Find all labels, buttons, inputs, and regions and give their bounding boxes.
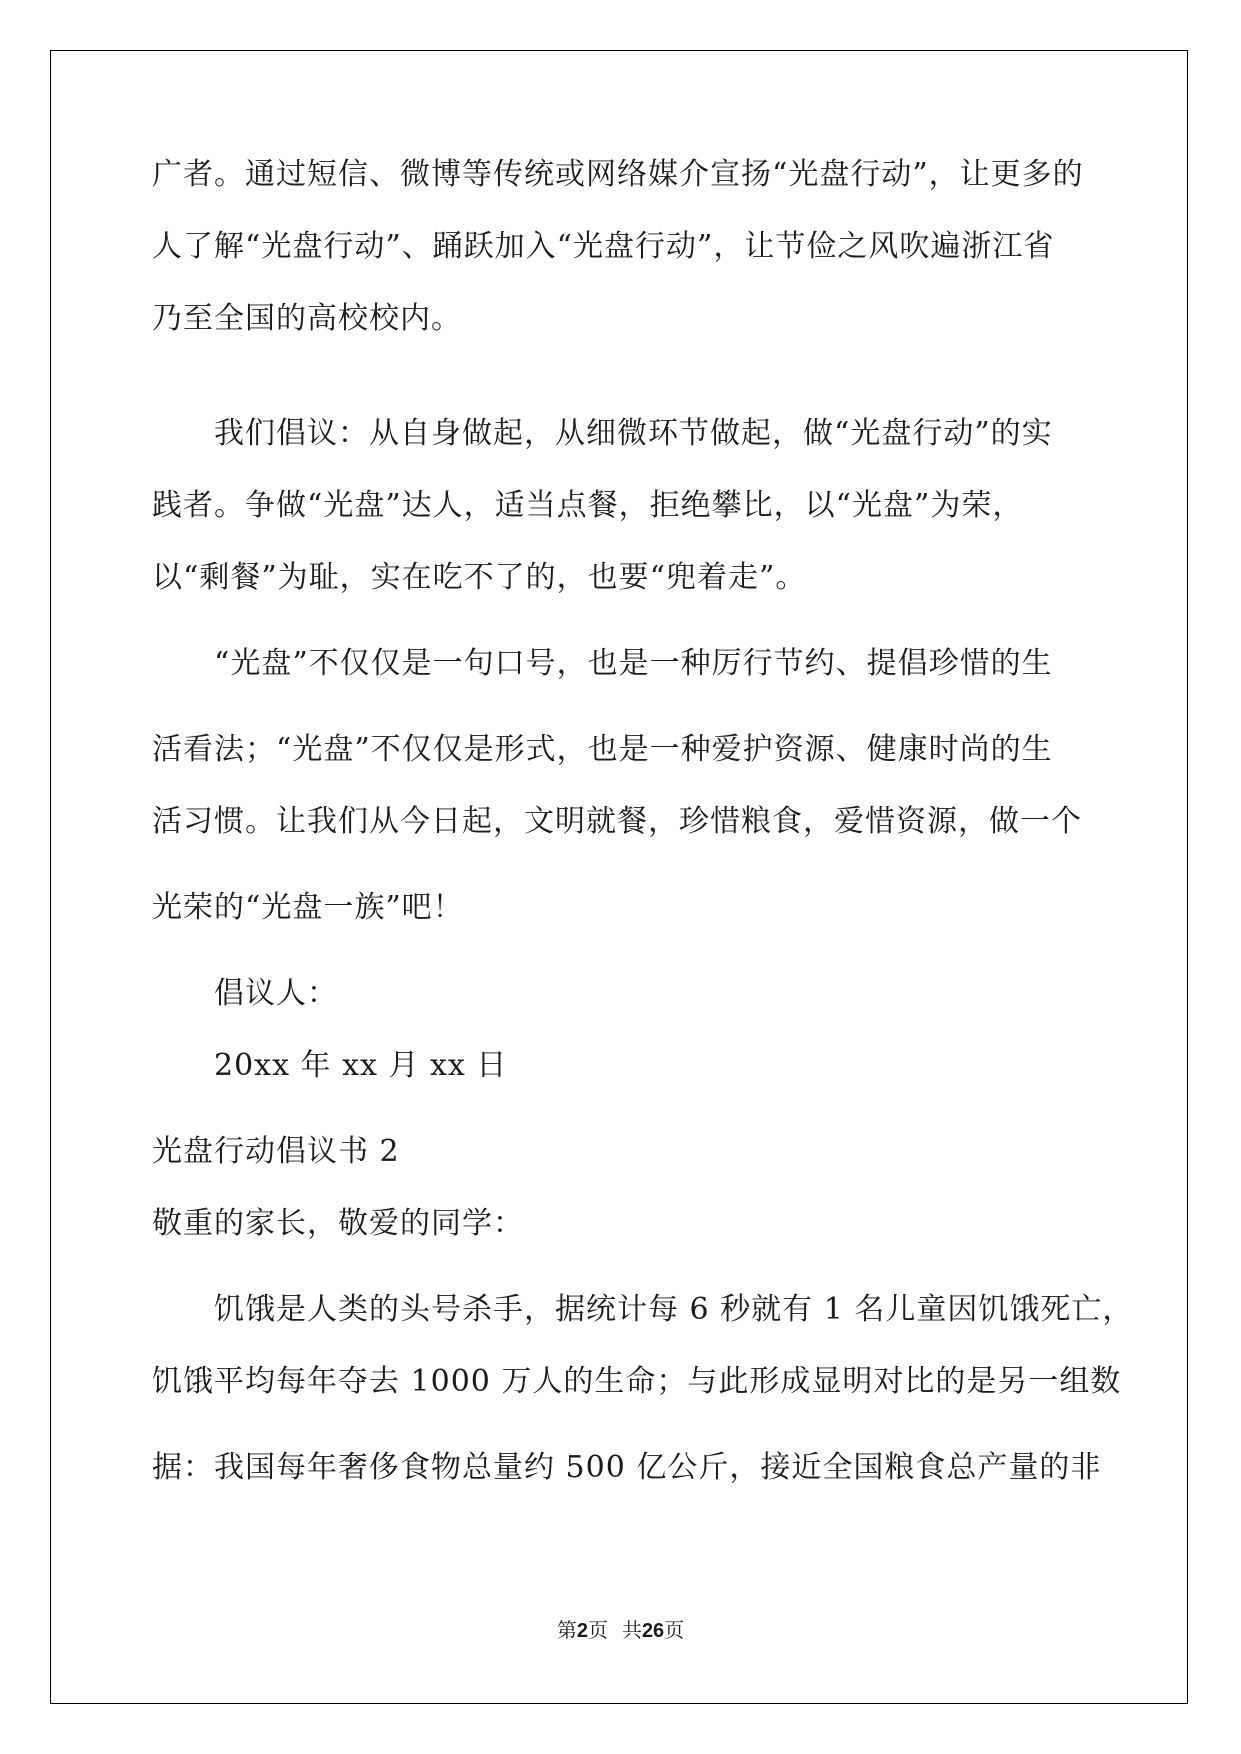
body-text-line: 人了解“光盘行动”、踊跃加入“光盘行动”，让节俭之风吹遍浙江省 xyxy=(152,229,1055,264)
total-pages: 26 xyxy=(641,1620,665,1642)
proposer-label: 倡议人： xyxy=(214,976,338,1011)
body-text-line: 光荣的“光盘一族”吧！ xyxy=(152,890,464,925)
page-number: 2 xyxy=(576,1620,588,1642)
body-text-line: 活看法；“光盘”不仅仅是形式，也是一种爱护资源、健康时尚的生 xyxy=(152,732,1053,767)
body-text-line: 践者。争做“光盘”达人，适当点餐，拒绝攀比，以“光盘”为荣， xyxy=(152,488,1024,523)
body-text-line: 广者。通过短信、微博等传统或网络媒介宣扬“光盘行动”，让更多的 xyxy=(152,157,1084,192)
body-text-line: 活习惯。让我们从今日起，文明就餐，珍惜粮食，爱惜资源，做一个 xyxy=(152,804,1082,839)
body-text-line: 以“剩餐”为耻，实在吃不了的，也要“兜着走”。 xyxy=(152,560,807,595)
body-text-line: 乃至全国的高校校内。 xyxy=(152,301,462,336)
date-line: 20xx 年 xx 月 xx 日 xyxy=(214,1048,508,1083)
page-suffix: 页 xyxy=(587,1618,608,1642)
total-prefix: 共 xyxy=(621,1618,642,1642)
body-text-line: 饥饿平均每年夺去 1000 万人的生命；与此形成显明对比的是另一组数 xyxy=(152,1364,1122,1399)
body-text-line: 据：我国每年奢侈食物总量约 500 亿公斤，接近全国粮食总产量的非 xyxy=(152,1450,1102,1485)
section-title: 光盘行动倡议书 2 xyxy=(152,1134,400,1169)
page-prefix: 第 xyxy=(556,1618,577,1642)
body-text-line: 饥饿是人类的头号杀手，据统计每 6 秒就有 1 名儿童因饥饿死亡， xyxy=(214,1292,1134,1327)
salutation: 敬重的家长，敬爱的同学： xyxy=(152,1206,524,1241)
total-suffix: 页 xyxy=(664,1618,685,1642)
page-footer xyxy=(0,1617,1241,1644)
body-text-line: “光盘”不仅仅是一句口号，也是一种厉行节约、提倡珍惜的生 xyxy=(214,646,1053,681)
body-text-line: 我们倡议：从自身做起，从细微环节做起，做“光盘行动”的实 xyxy=(214,416,1053,451)
